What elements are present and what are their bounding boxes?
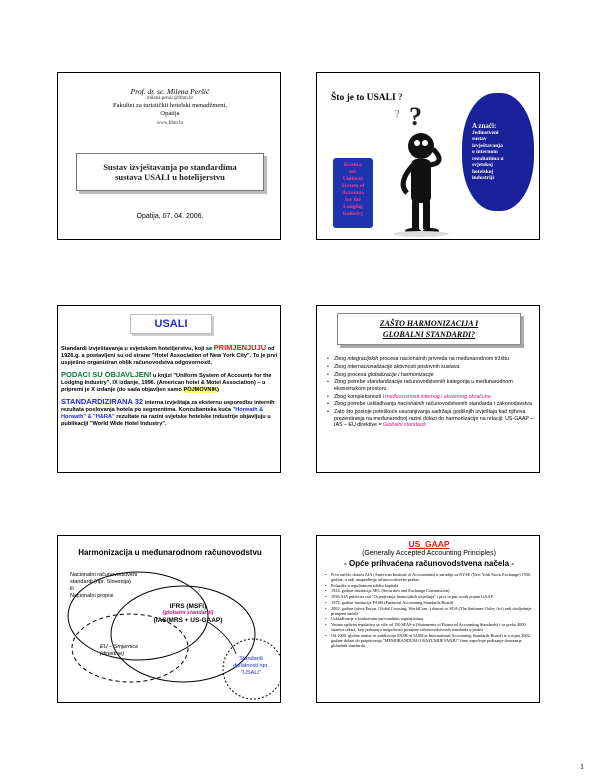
slide-why-harmonization (316, 305, 540, 473)
slide-heading (331, 92, 403, 103)
author-name: Prof. dr. sc. Milena Peršić (130, 87, 210, 96)
list-item: • 1972. godine institucija FASB (Financial Accounting Standards Board) (325, 600, 537, 605)
question-mark-icon: ? (409, 103, 422, 131)
industry-standards-label: Standardi djelatnosti npr. "USALI" (233, 656, 269, 676)
faculty-web: www.fthm.hr (156, 121, 184, 126)
slide-usali (57, 305, 281, 473)
slide-heading: USALI (130, 314, 212, 334)
slide-subheading: (Generally Accepted Accounting Principles) (362, 550, 496, 557)
faculty-name: Fakultet za turističkii hotelski menadžment, (113, 102, 227, 109)
slide-what-is-usali (316, 72, 540, 240)
list-item: • Veoma opširna regulativa sa više od 150 SFAS-a (Statements of Financial Accounting Standards) i sa preko 4000 stranica teksta, koji prikazuju mogućnosti primjene računovodstvenih standarda u praksi (325, 622, 537, 632)
slide-harmonization-diagram (57, 535, 281, 703)
heading-text: Što je to USALI (331, 93, 396, 103)
presentation-title (76, 153, 264, 191)
faculty-block (58, 102, 281, 118)
paragraph-apply: Standardi izvještavanja u svjetskom hotelijerstvu, koji se PRIMJENJUJU od 1926.g. a postavljeni su od strane "Hotel Association of New York City". To je prvi uspješno organiziran oblik računovodstva odgovornosti. (61, 343, 278, 366)
slide-heading: Harmonizacija u međunarodnom računovodstvu (78, 548, 262, 557)
slide-us-gaap (316, 535, 540, 703)
list-item: • Zbog potrebe usklađivanja nacionalnih računovodstvenih standarda i zakonodavstva (327, 401, 535, 407)
list-item: • Zbog kompleksnosti i međuovisnosti internog i eksternog obračuna (327, 394, 535, 400)
title-line-2: sustava USALI u hotelijerstvu (115, 172, 225, 182)
eu-label: EU – Smjernice (direktive) (100, 644, 139, 657)
question-mark: ? (398, 92, 403, 102)
slide-heading: ZAŠTO HARMONIZACIJA I GLOBALNI STANDARDI? (337, 313, 521, 345)
connector-line (208, 622, 236, 654)
list-item: • Zbog internacionalizacije aktivnosti poslovnih sustava (327, 364, 535, 370)
list-item: • 2002. godine (afera Enron, Global Crossing, WorldCom..) donosi se SOA (The Sarbanes-Oxley Act) radi dosljednije primjene načela (325, 606, 537, 616)
presentation-date: Opatija, 07. 04. 2006. (136, 213, 204, 220)
list-item: • Zbog potrebe standardizacije računovodstvenih kategorija u međunarodnom ekonomskom prostoru (327, 379, 535, 392)
author-email: milena.persic@fthm.hr (146, 96, 194, 101)
meaning-blob: A znači: Jedinstveni sustav izvještavanja o internom rezultatima u svjetskoj hotelskoj industriji (462, 93, 534, 211)
list-item: • Zbog procesa globalizacije i harmonizacije (327, 372, 535, 378)
slide-heading: US_GAAP (408, 539, 450, 549)
abbreviation-box: Kratica od: Uniform System of Accounts for the Lodging Industry (333, 158, 373, 228)
gaap-history-list (325, 572, 537, 649)
reasons-list (327, 356, 535, 430)
paragraph-standardized: STANDARDIZIRANA 32 interna izvještaja za eksternu usporedbu internih rezultata poslovanja hotela po segmentima. Konzultantska kuća "Horwath & Horwath" & "H&RA" rezultate na razini svjetske hotelske industrije objavljuju u publikaciji "World Wide Hotel Industry". (61, 397, 275, 427)
paragraph-published: PODACI SU OBJAVLJENI u knjizi "Uniform System of Accounts for the Lodging Industry", IX izdanje, 1996. (American hotel & Motel Association) – u pripremi je X izdanje (do sada objavljen samo POJMOVNIK) (61, 370, 272, 393)
list-item: • Od 2000. godine unutar se publiciraju FASB-ai IASB-ai International Accounting Standards Board) te u rujnu 2002. godine dolazi do potpisivanja "MEMORANDUM O RAZUMIJEVANJU" čime započinje podizanje dosezanja globalnih standarda (325, 633, 537, 648)
page-number: 1 (580, 762, 584, 771)
usali-description (61, 344, 279, 432)
faculty-city: Opatija (160, 110, 180, 117)
slide-subheading-2: - Opće prihvaćena računovodstvena načela - (344, 559, 514, 568)
list-item: • Prvo načelo donosi AIA (American Institute of Accountants) u suradnji sa NYSE (New York Stock Exchange) 1930. godine, a radi unapređenja računovodstvene prakse (325, 572, 537, 582)
list-item: • 1936 AIA publicira rad "Ocjenjivanje financijskih izvještaja" i prvi se put uvodi pojam GAAP (325, 594, 537, 599)
slide-title (57, 72, 281, 240)
national-standards-label: Nacionalni računovodstveni standardi (npr. Slovenija) ili Nacionalni propisi (70, 572, 138, 599)
svg-text:?: ? (395, 109, 400, 120)
list-item: • Polazište u reguliranom tržištu kapitala (325, 583, 537, 588)
thinking-person-icon (377, 103, 467, 238)
list-item: • Usklađivanje s konkretnim nacionalnim regulativama (325, 616, 537, 621)
list-item: • Zbog integracijskih procesa nacionalnih privreda na međunarodnom tržištu (327, 356, 535, 362)
ifrs-label: IFRS (MSFI) (globalni standardi) (IAS/MRS + US-GAAP) (153, 603, 223, 624)
title-line-1: Sustav izvještavanja po standardima (103, 162, 237, 172)
list-item: • 1934. godine institucija SEC (Securities and Exchange Commission) (325, 588, 537, 593)
list-item: • Zato što postoje poteškoće usuranjivanja sadržaja godišnjih izvještaja kad njihova prezentiranja na međunarodnoj razini dolazi do harmonizacije na relaciji: US-GAAP – IAS – EU direktive = Globalni standardi (327, 409, 535, 428)
